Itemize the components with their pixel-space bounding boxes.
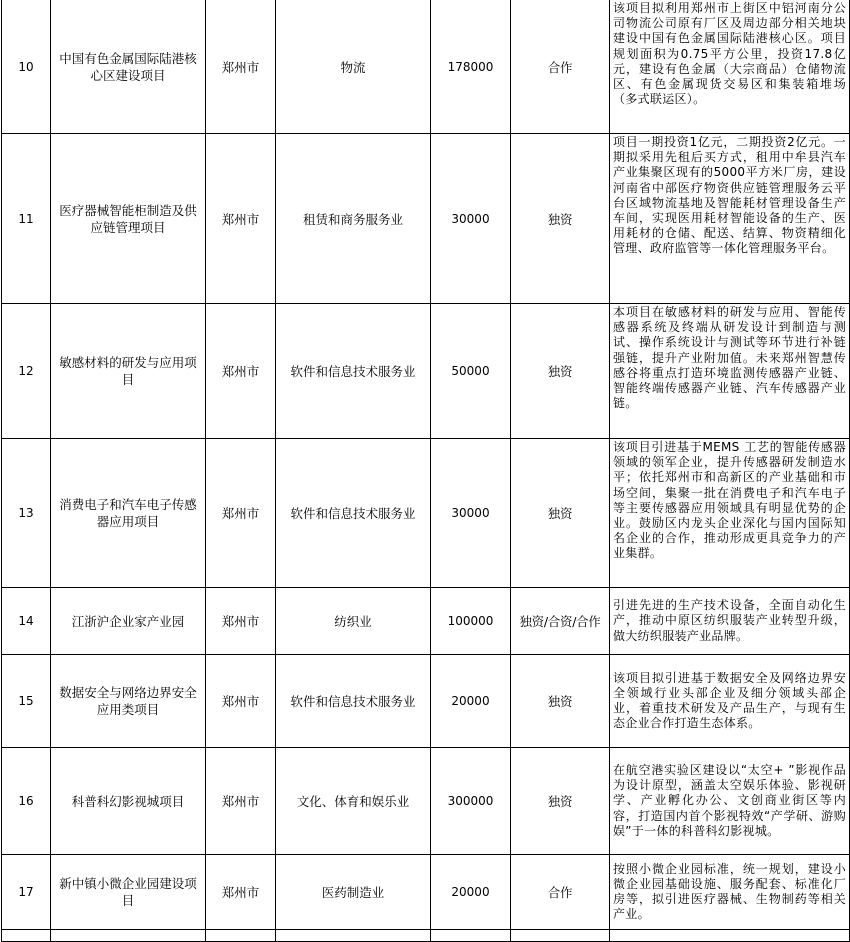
table-row (2, 855, 850, 930)
investment-amount: 30000 (431, 439, 511, 588)
project-name: 数据安全与网络边界安全应用类项目 (51, 655, 206, 748)
project-description: 该项目引进基于MEMS 工艺的智能传感器领域的领军企业，提升传感器研发制造水平；依托郑州市和高新区的产业基础和市场空间，集聚一批在消费电子和汽车电子等主要传感器应用领域具有明显优势的企业。鼓励区内龙头企业深化与国内国际知名企业的合作，推动形成更具竞争力的产业集群。 (610, 439, 850, 588)
project-name: 新中镇小微企业园建设项目 (51, 855, 206, 930)
table-row (2, 588, 850, 655)
project-name (51, 930, 206, 942)
city: 郑州市 (206, 855, 276, 930)
investment-amount: 20000 (431, 855, 511, 930)
industry: 软件和信息技术服务业 (276, 655, 431, 748)
industry (276, 930, 431, 942)
cooperation-mode: 独资 (511, 748, 610, 855)
cooperation-mode: 独资 (511, 439, 610, 588)
investment-amount: 50000 (431, 304, 511, 439)
industry: 租赁和商务服务业 (276, 134, 431, 304)
row-number: 14 (2, 588, 51, 655)
table-row-partial (2, 930, 850, 942)
project-description: 按照小微企业园标准，统一规划，建设小微企业园基础设施、服务配套、标准化厂房等，拟引进医疗器械、生物制药等相关产业。 (610, 855, 850, 930)
project-description: 本项目在敏感材料的研发与应用、智能传感器系统及终端从研发设计到制造与测试、操作系统设计与测试等环节进行补链强链，提升产业附加值。未来郑州智慧传感谷将重点打造环境监测传感器产业链、智能终端传感器产业链、汽车传感器产业链。 (610, 304, 850, 439)
table-row (2, 0, 850, 134)
investment-amount: 20000 (431, 655, 511, 748)
city: 郑州市 (206, 655, 276, 748)
industry: 文化、体育和娱乐业 (276, 748, 431, 855)
city: 郑州市 (206, 588, 276, 655)
cooperation-mode (511, 930, 610, 942)
cooperation-mode: 合作 (511, 855, 610, 930)
row-number: 17 (2, 855, 51, 930)
table-row (2, 134, 850, 304)
project-name: 消费电子和汽车电子传感器应用项目 (51, 439, 206, 588)
project-name: 医疗器械智能柜制造及供应链管理项目 (51, 134, 206, 304)
project-description: 项目一期投资1亿元，二期投资2亿元。一期拟采用先租后买方式，租用中牟县汽车产业集聚区现有的5000平方米厂房，建设河南省中部医疗物资供应链管理服务云平台区域物流基地及智能耗材管理设备生产车间，实现医用耗材智能设备的生产、医用耗材的仓储、配送、结算、物资精细化管理、政府监管等一体化管理服务平台。 (610, 134, 850, 304)
project-name: 科普科幻影视城项目 (51, 748, 206, 855)
investment-amount: 300000 (431, 748, 511, 855)
cooperation-mode: 独资 (511, 134, 610, 304)
city: 郑州市 (206, 0, 276, 134)
city: 郑州市 (206, 439, 276, 588)
table-row (2, 748, 850, 855)
investment-amount (431, 930, 511, 942)
industry: 医药制造业 (276, 855, 431, 930)
investment-amount: 30000 (431, 134, 511, 304)
cooperation-mode: 独资 (511, 304, 610, 439)
industry: 软件和信息技术服务业 (276, 304, 431, 439)
row-number: 16 (2, 748, 51, 855)
project-name: 敏感材料的研发与应用项目 (51, 304, 206, 439)
industry: 软件和信息技术服务业 (276, 439, 431, 588)
row-number: 10 (2, 0, 51, 134)
table-row (2, 304, 850, 439)
row-number: 12 (2, 304, 51, 439)
industry: 物流 (276, 0, 431, 134)
table-row (2, 655, 850, 748)
project-description: 该项目拟引进基于数据安全及网络边界安全领域行业头部企业及细分领域头部企业，着重技术研发及产品生产，与现有生态企业合作打造生态体系。 (610, 655, 850, 748)
row-number: 11 (2, 134, 51, 304)
cooperation-mode: 独资 (511, 655, 610, 748)
project-description: 该项目拟利用郑州市上街区中铝河南分公司物流公司原有厂区及周边部分相关地块建设中国有色金属国际陆港核心区。项目规划面积为0.75平方公里，投资17.8亿元，建设有色金属（大宗商品）仓储物流区、有色金属现货交易区和集装箱堆场（多式联运区）。 (610, 0, 850, 134)
cooperation-mode: 合作 (511, 0, 610, 134)
city (206, 930, 276, 942)
city: 郑州市 (206, 134, 276, 304)
cooperation-mode: 独资/合资/合作 (511, 588, 610, 655)
row-number (2, 930, 51, 942)
project-description: 引进先进的生产技术设备，全面自动化生产，推动中原区纺织服装产业转型升级，做大纺织服装产业品牌。 (610, 588, 850, 655)
project-name: 江浙沪企业家产业园 (51, 588, 206, 655)
city: 郑州市 (206, 748, 276, 855)
project-description (610, 930, 850, 942)
investment-amount: 178000 (431, 0, 511, 134)
industry: 纺织业 (276, 588, 431, 655)
table-row (2, 439, 850, 588)
investment-amount: 100000 (431, 588, 511, 655)
city: 郑州市 (206, 304, 276, 439)
project-name: 中国有色金属国际陆港核心区建设项目 (51, 0, 206, 134)
row-number: 13 (2, 439, 51, 588)
project-table (1, 0, 850, 942)
project-description: 在航空港实验区建设以“太空+ ”影视作品为设计原型，涵盖太空娱乐体验、影视研学、产业孵化办公、文创商业街区等内容，打造国内首个影视特效“产学研、游购娱”于一体的科普科幻影视城。 (610, 748, 850, 855)
row-number: 15 (2, 655, 51, 748)
